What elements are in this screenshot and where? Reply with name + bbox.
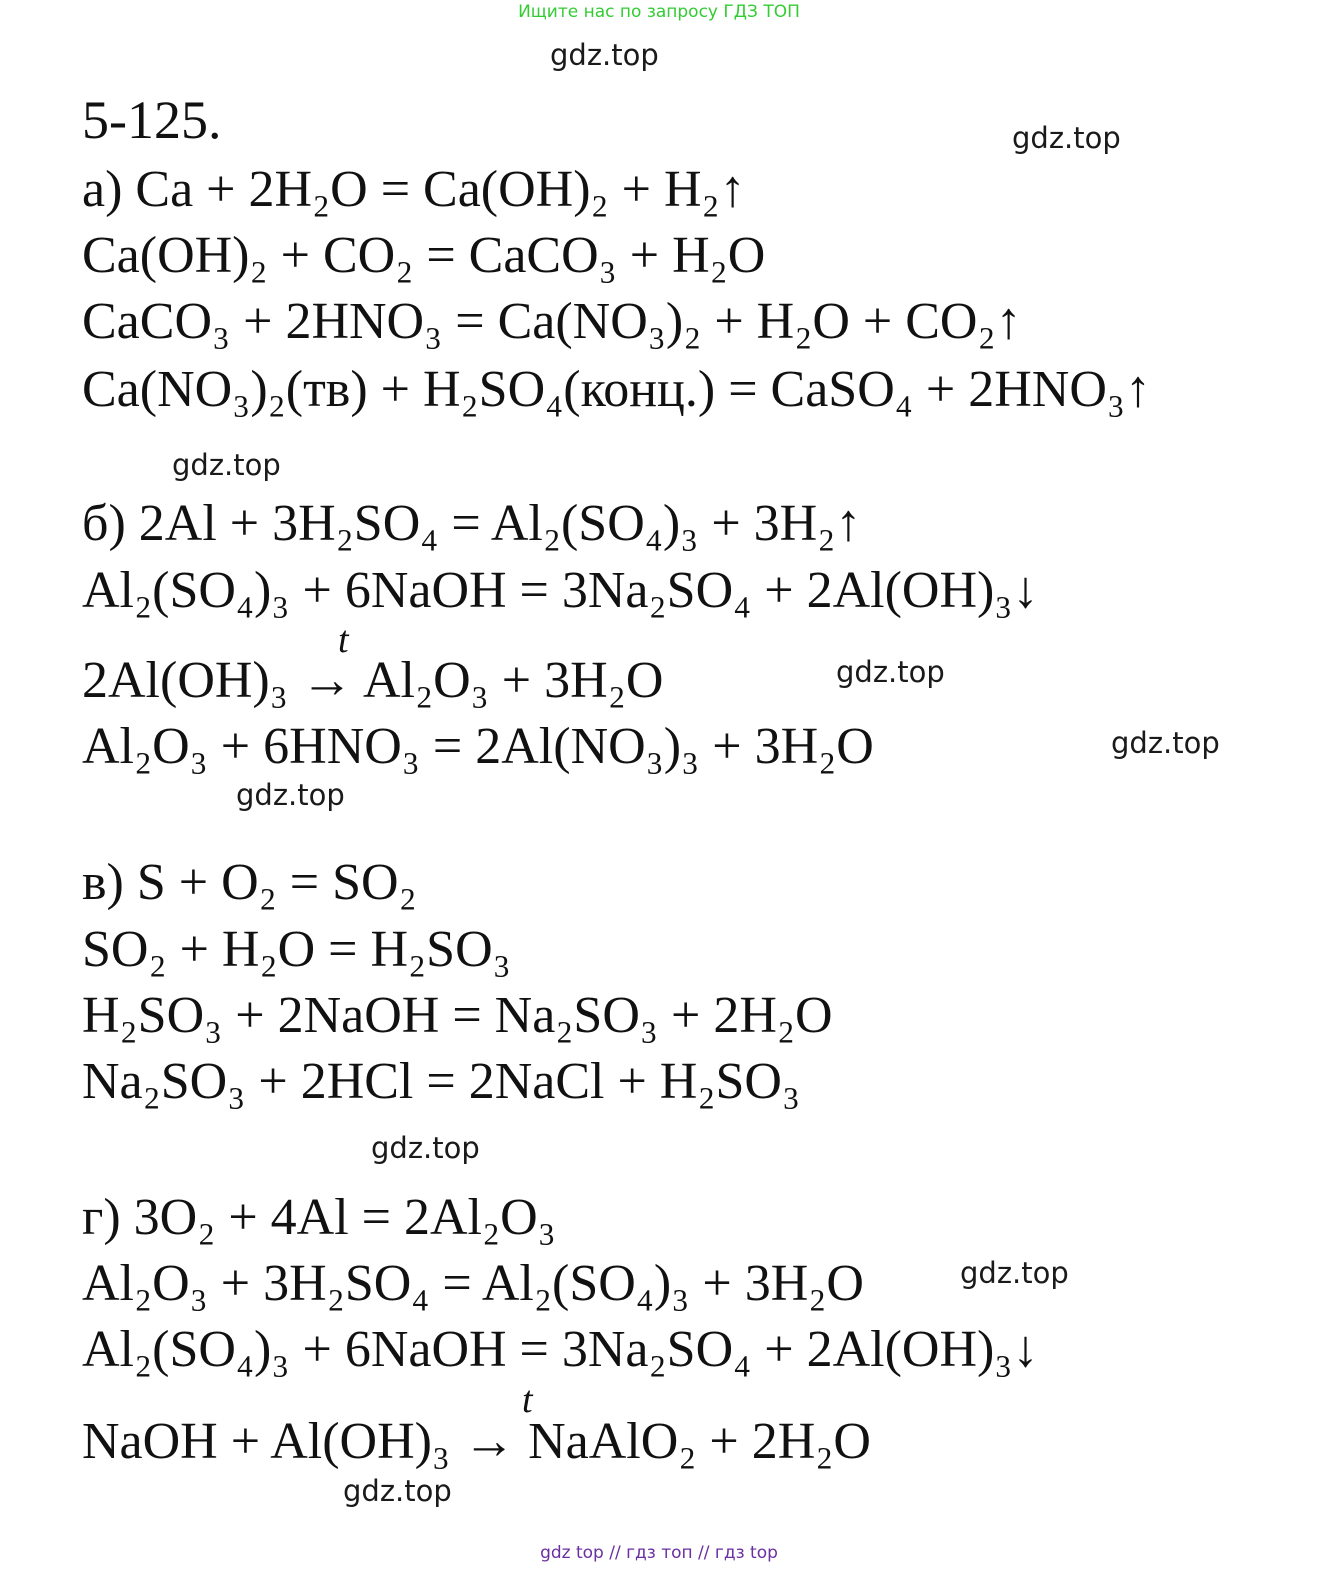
reaction-condition-t: t: [522, 1379, 533, 1421]
watermark: gdz.top: [172, 448, 281, 482]
search-banner: Ищите нас по запросу ГДЗ ТОП: [518, 2, 800, 22]
watermark: gdz.top: [236, 778, 345, 812]
equation-a2: Ca(OH)₂ + CO₂ = CaCO₃ + H₂O: [82, 227, 766, 284]
equation-a3: CaCO₃ + 2HNO₃ = Ca(NO₃)₂ + H₂O + CO₂↑: [82, 293, 1022, 350]
equation-b3: 2Al(OH)₃ → Al₂O₃ + 3H₂O: [82, 652, 664, 709]
problem-number: 5-125.: [82, 90, 222, 150]
watermark: gdz.top: [960, 1256, 1069, 1290]
equation-a4: Ca(NO₃)₂(тв) + H₂SO₄(конц.) = CaSO₄ + 2HNO₃↑: [82, 361, 1151, 418]
equation-c1: в) S + O₂ = SO₂: [82, 854, 417, 911]
equation-a1: а) Ca + 2H₂O = Ca(OH)₂ + H₂↑: [82, 161, 746, 218]
footer-links: gdz top // гдз топ // гдз top: [540, 1543, 778, 1563]
equation-c4: Na₂SO₃ + 2HCl = 2NaCl + H₂SO₃: [82, 1053, 801, 1110]
watermark: gdz.top: [371, 1131, 480, 1165]
watermark: gdz.top: [343, 1474, 452, 1508]
equation-c3: H₂SO₃ + 2NaOH = Na₂SO₃ + 2H₂O: [82, 987, 833, 1044]
equation-b1: б) 2Al + 3H₂SO₄ = Al₂(SO₄)₃ + 3H₂↑: [82, 495, 862, 552]
reaction-condition-t: t: [338, 619, 349, 661]
watermark: gdz.top: [550, 38, 659, 72]
watermark: gdz.top: [1111, 726, 1220, 760]
watermark: gdz.top: [1012, 121, 1121, 155]
equation-d4: NaOH + Al(OH)₃ → NaAlO₂ + 2H₂O: [82, 1413, 871, 1470]
equation-b4: Al₂O₃ + 6HNO₃ = 2Al(NO₃)₃ + 3H₂O: [82, 718, 874, 775]
equation-d3: Al₂(SO₄)₃ + 6NaOH = 3Na₂SO₄ + 2Al(OH)₃↓: [82, 1321, 1039, 1378]
watermark: gdz.top: [836, 655, 945, 689]
equation-c2: SO₂ + H₂O = H₂SO₃: [82, 921, 511, 978]
equation-b2: Al₂(SO₄)₃ + 6NaOH = 3Na₂SO₄ + 2Al(OH)₃↓: [82, 562, 1039, 619]
equation-d1: г) 3O₂ + 4Al = 2Al₂O₃: [82, 1189, 556, 1246]
equation-d2: Al₂O₃ + 3H₂SO₄ = Al₂(SO₄)₃ + 3H₂O: [82, 1255, 864, 1312]
